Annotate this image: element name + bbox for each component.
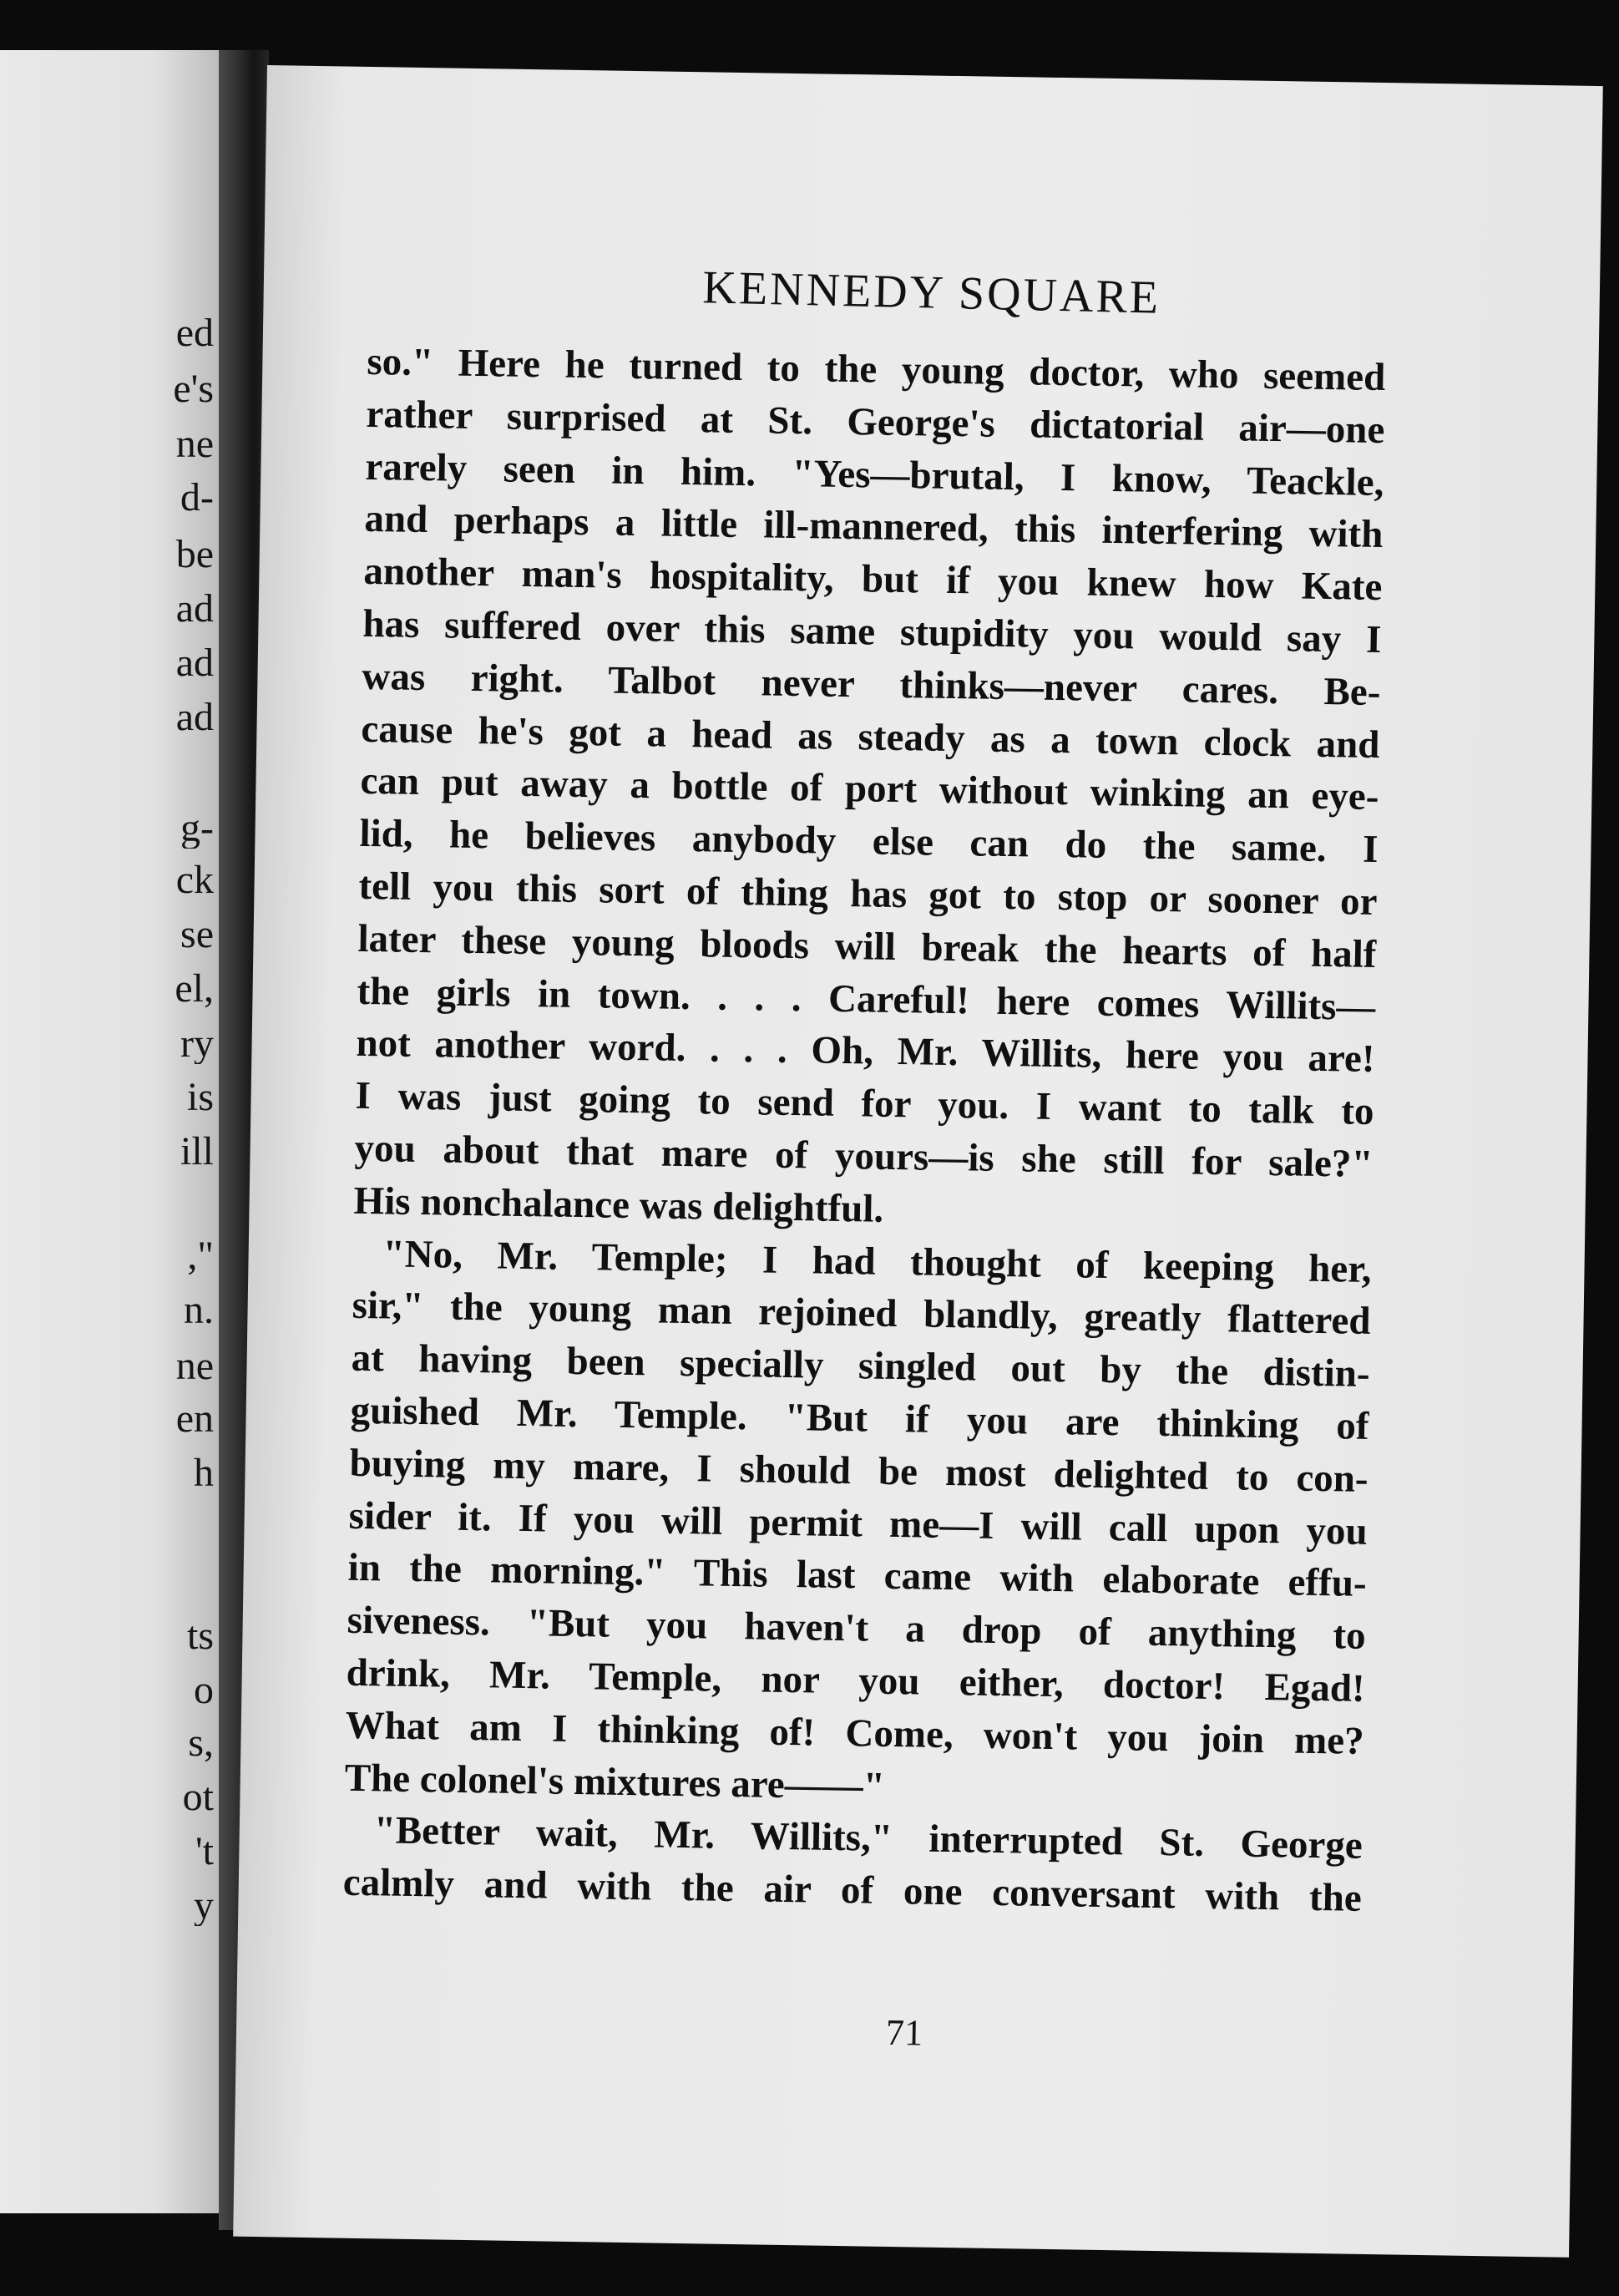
text-line: has suffered over this same stupidity you would say I bbox=[362, 601, 1382, 662]
left-page-edge-text: g- bbox=[180, 808, 214, 849]
left-page-edge-text: el, bbox=[175, 969, 214, 1009]
text-line: not another word. . . . Oh, Mr. Willits, here you are! bbox=[356, 1021, 1375, 1082]
text-line: sir," the young man rejoined blandly, greatly flattered bbox=[352, 1284, 1371, 1344]
left-page-edge-text: is bbox=[186, 1077, 214, 1118]
text-line: "No, Mr. Temple; I had thought of keeping her, bbox=[382, 1231, 1372, 1291]
text-line: What am I thinking of! Come, won't you join me? bbox=[345, 1703, 1365, 1763]
text-line: I was just going to send for you. I want to talk to bbox=[355, 1073, 1374, 1134]
left-page-edge-text: s, bbox=[188, 1723, 214, 1763]
left-page-edge-text: ck bbox=[175, 860, 214, 900]
body-text bbox=[342, 336, 1385, 1925]
left-page-edge-text: ts bbox=[186, 1616, 214, 1656]
left-page-edge-text: ry bbox=[180, 1024, 214, 1064]
text-line: buying my mare, I should be most delighted to con- bbox=[349, 1441, 1369, 1501]
text-line: His nonchalance was delightful. bbox=[353, 1178, 884, 1231]
text-line: calmly and with the air of one conversant with the bbox=[342, 1860, 1363, 1920]
left-page-edge-text: ad bbox=[175, 643, 214, 683]
left-page-edge-text: ne bbox=[175, 1346, 214, 1386]
left-page-edge-text: n. bbox=[184, 1290, 214, 1330]
text-line: at having been specially singled out by the distin- bbox=[351, 1336, 1370, 1396]
left-page-edge-text: ," bbox=[187, 1236, 214, 1276]
page-number: 71 bbox=[885, 2011, 923, 2054]
text-line: the girls in town. . . . Careful! here comes Willits— bbox=[357, 969, 1376, 1029]
text-line: another man's hospitality, but if you knew how Kate bbox=[363, 550, 1383, 610]
text-line: in the morning." This last came with elaborate effu- bbox=[347, 1546, 1368, 1606]
left-page-edge-text: ot bbox=[182, 1777, 214, 1817]
text-line: guished Mr. Temple. "But if you are thinking of bbox=[350, 1388, 1369, 1448]
left-page-edge-text: h bbox=[194, 1453, 214, 1493]
text-line: sider it. If you will permit me—I will call upon you bbox=[348, 1493, 1368, 1553]
left-page-edge-text: ed bbox=[175, 313, 214, 353]
left-page-edge-text: ne bbox=[175, 424, 214, 464]
running-head: KENNEDY SQUARE bbox=[701, 261, 1161, 324]
text-line: can put away a bottle of port without winking an eye- bbox=[360, 759, 1379, 819]
left-page-edge-text: y bbox=[194, 1886, 214, 1926]
left-page-edge-text: e's bbox=[173, 369, 214, 409]
text-line: and perhaps a little ill-mannered, this interfering with bbox=[364, 497, 1384, 557]
right-page bbox=[233, 65, 1603, 2258]
text-line: lid, he believes anybody else can do the same. I bbox=[359, 812, 1379, 872]
left-page-edge-text: 't bbox=[195, 1832, 214, 1872]
text-line: The colonel's mixtures are——" bbox=[344, 1756, 886, 1808]
left-page-edge-text: d- bbox=[180, 478, 214, 518]
text-line: you about that mare of yours—is she still for sale?" bbox=[354, 1126, 1374, 1186]
text-line: siveness. "But you haven't a drop of anything to bbox=[347, 1598, 1367, 1659]
left-page-edge-text: se bbox=[180, 915, 214, 955]
text-line: drink, Mr. Temple, nor you either, doctor! Egad! bbox=[346, 1650, 1366, 1711]
text-line: rarely seen in him. "Yes—brutal, I know, Teackle, bbox=[365, 444, 1384, 504]
left-page-edge-text: ad bbox=[175, 697, 214, 737]
text-line: was right. Talbot never thinks—never cares. Be- bbox=[362, 654, 1381, 714]
text-line: rather surprised at St. George's dictatorial air—one bbox=[366, 392, 1385, 452]
left-page-edge-text: ill bbox=[180, 1132, 214, 1172]
text-line: tell you this sort of thing has got to stop or sooner or bbox=[358, 864, 1378, 924]
text-line: later these young bloods will break the hearts of half bbox=[357, 916, 1377, 976]
text-line: cause he's got a head as steady as a town clock and bbox=[361, 707, 1380, 767]
text-line: so." Here he turned to the young doctor, who seemed bbox=[367, 339, 1386, 400]
left-page-edge-text: ad bbox=[175, 589, 214, 629]
text-line: "Better wait, Mr. Willits," interrupted St. George bbox=[373, 1808, 1364, 1868]
left-page-edge-text: be bbox=[175, 535, 214, 575]
left-page-edge-text: o bbox=[194, 1670, 214, 1711]
left-page-edge-text: en bbox=[175, 1399, 214, 1439]
left-facing-page bbox=[0, 50, 219, 2213]
